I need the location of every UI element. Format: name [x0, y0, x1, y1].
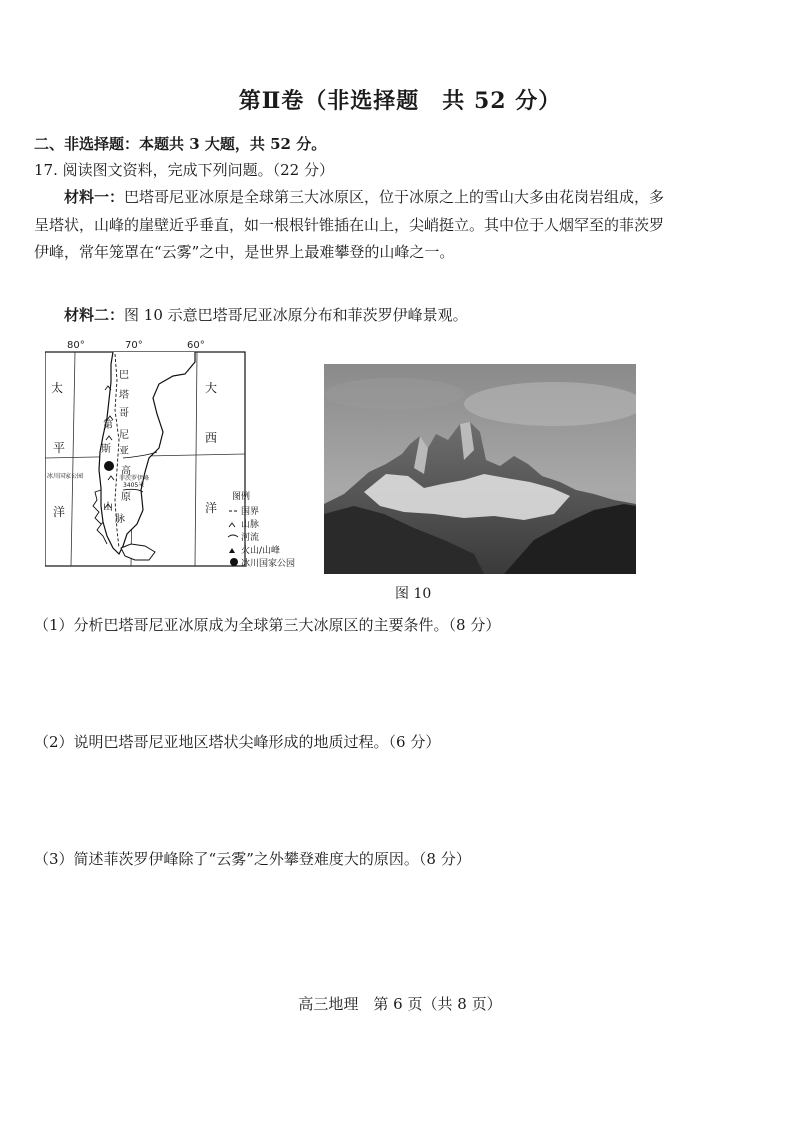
material-1-label: 材料一： — [64, 188, 125, 206]
sub-question-1: （1）分析巴塔哥尼亚冰原成为全球第三大冰原区的主要条件。（8 分） — [34, 616, 501, 634]
page-footer: 高三地理 第 6 页（共 8 页） — [298, 995, 502, 1013]
legend-item-peak: 火山/山峰 — [241, 546, 281, 556]
callout-peak: 菲茨罗伊峰 — [119, 475, 150, 482]
ocean-left-1: 太 — [51, 381, 64, 395]
patagonia-map — [45, 340, 305, 572]
ocean-right-2: 西 — [205, 431, 218, 445]
region-char: 亚 — [119, 446, 129, 457]
sub-question-3: （3）简述菲茨罗伊峰除了“云雾”之外攀登难度大的原因。（8 分） — [34, 850, 471, 868]
sub-question-2: （2）说明巴塔哥尼亚地区塔状尖峰形成的地质过程。（6 分） — [34, 733, 441, 751]
cloud — [324, 378, 464, 410]
lon-label-60: 60° — [187, 340, 205, 351]
left-char: 第 — [103, 420, 113, 431]
ocean-left-2: 平 — [53, 441, 66, 455]
fitz-roy-photo — [324, 364, 636, 574]
callout-park: 冰川国家公园 — [47, 473, 84, 480]
material-1 — [34, 184, 674, 267]
section-title: 第Ⅱ卷（非选择题 共 52 分） — [238, 88, 562, 114]
material-1-text: 巴塔哥尼亚冰原是全球第三大冰原区，位于冰原之上的雪山大多由花岗岩组成，多呈塔状，山峰的崖壁近乎垂直，如一根根针锥插在山上，尖峭挺立。其中位于人烟罕至的菲茨罗伊峰，常年笼罩在“云雾”之中，是世界上最难攀登的山峰之一。 — [34, 188, 665, 261]
region-char: 哥 — [119, 408, 129, 419]
legend-item-river: 河流 — [241, 533, 260, 543]
glacier-park-marker — [104, 461, 114, 471]
callout-elev: 3405米 — [123, 482, 145, 489]
left-char: 斯 — [101, 444, 111, 455]
material-2-label: 材料二： — [64, 306, 125, 324]
legend-item-border: 国界 — [241, 507, 260, 517]
lon-label-70: 70° — [125, 340, 143, 351]
lon-label-80: 80° — [67, 340, 85, 351]
legend-item-mountain: 山脉 — [241, 520, 260, 530]
figure-caption: 图 10 — [395, 586, 432, 602]
region-char: 塔 — [119, 390, 129, 401]
left-char: 山 — [103, 502, 113, 513]
region-char: 尼 — [119, 430, 129, 441]
cloud — [464, 382, 636, 426]
material-2-text: 图 10 示意巴塔哥尼亚冰原分布和菲茨罗伊峰景观。 — [124, 306, 468, 324]
region-char: 巴 — [119, 370, 129, 381]
question-17-stem: 17. 阅读图文资料，完成下列问题。（22 分） — [34, 161, 334, 179]
ocean-right-1: 大 — [205, 381, 218, 395]
legend-item-park: 冰川国家公园 — [241, 559, 296, 569]
section-instructions: 二、非选择题：本题共 3 大题，共 52 分。 — [34, 135, 327, 153]
ocean-left-3: 洋 — [53, 505, 66, 519]
left-char: 脉 — [115, 514, 125, 525]
material-2 — [34, 302, 674, 330]
ocean-right-3: 洋 — [205, 501, 218, 515]
region-char: 原 — [121, 492, 131, 503]
region-char: 高 — [121, 466, 131, 477]
legend-title: 图例 — [232, 492, 251, 502]
legend-park-symbol — [230, 558, 238, 566]
